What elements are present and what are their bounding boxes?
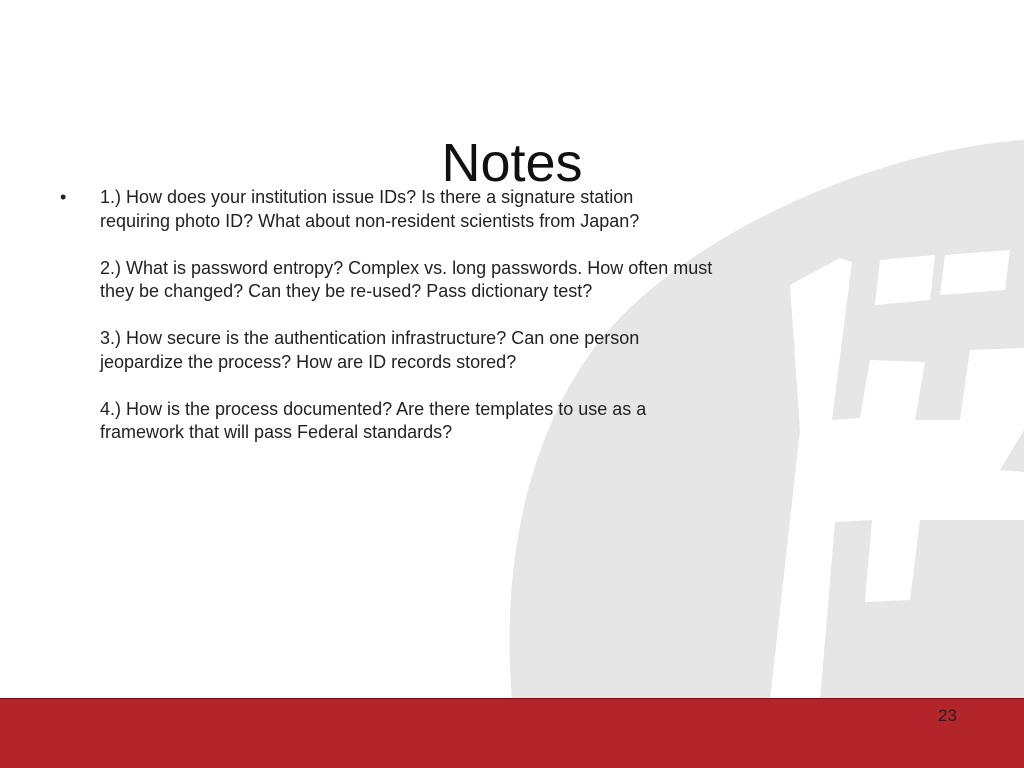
note-item-1: 1.) How does your institution issue IDs? Is there a signature station requiring photo ID? What about non-resident scientists from Japan? bbox=[100, 187, 640, 231]
note-item-4: 4.) How is the process documented? Are there templates to use as a framework that will pass Federal standards? bbox=[100, 398, 647, 442]
footer-bar bbox=[0, 698, 1024, 768]
bullet-marker: • bbox=[60, 187, 67, 207]
page-title bbox=[0, 132, 1024, 194]
note-item-2: 2.) What is password entropy? Complex vs. long passwords. How often must they be changed? Can they be re-used? Pass dictionary test? bbox=[100, 257, 713, 301]
title-text: Notes bbox=[441, 133, 583, 193]
note-item-3: 3.) How secure is the authentication infrastructure? Can one person jeopardize the process? How are ID records stored? bbox=[100, 328, 640, 372]
page-number: 23 bbox=[938, 706, 957, 725]
notes-list bbox=[56, 186, 796, 468]
